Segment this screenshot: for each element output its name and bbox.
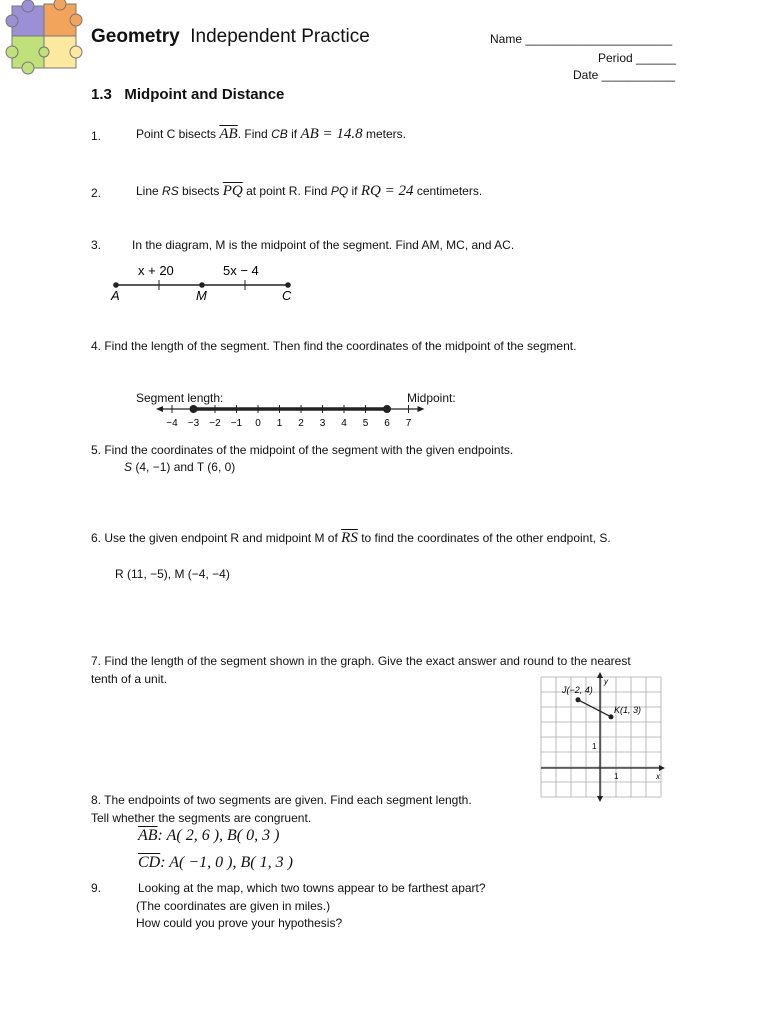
period-field[interactable]: Period ______ [598, 51, 677, 65]
q4-number-line [150, 400, 410, 430]
q4-tick-label: −4 [166, 418, 178, 429]
q4-tick-label: 5 [362, 418, 369, 429]
date-field[interactable]: Date ___________ [573, 68, 676, 82]
q4-tick-label: 7 [405, 418, 412, 429]
q7-y-arrow-down [597, 796, 603, 802]
q4-tick-label: 4 [341, 418, 347, 429]
q1-equation: AB = 14.8 [300, 126, 363, 142]
q3-point-c [285, 282, 291, 288]
q9-line1: Looking at the map, which two towns appear to be farthest apart? [138, 881, 486, 895]
q7-tick-y: 1 [592, 741, 597, 751]
q1-number: 1. [91, 129, 102, 143]
q4-tick-label: 3 [319, 418, 326, 429]
q3-segment-diagram [108, 262, 308, 307]
q7-line2: tenth of a unit. [91, 672, 168, 686]
q3-expr-right: 5x − 4 [223, 263, 259, 278]
q8-segment-ab: $\overline{AB}$ [138, 827, 158, 844]
q3-text: In the diagram, M is the midpoint of the segment. Find AM, MC, and AC. [132, 238, 515, 252]
q2-text-a: Line [136, 184, 159, 198]
q4-segment-length-label: Segment length: [136, 391, 224, 405]
title-subject: Geometry [91, 26, 180, 47]
q4-tick-label: 1 [276, 418, 283, 429]
q3-number: 3. [91, 238, 102, 252]
q8-ab-row [138, 827, 279, 845]
q8-line2: Tell whether the segments are congruent. [91, 811, 312, 825]
q6-given: R (11, −5), M (−4, −4) [115, 567, 230, 581]
name-field[interactable]: Name ______________________ [490, 32, 673, 46]
q2-equation: RQ = 24 [360, 183, 414, 199]
q2-pq: PQ [330, 184, 349, 198]
q7-tick-x: 1 [614, 772, 619, 781]
q4-tick-label: −1 [230, 418, 243, 429]
q5-point-s: S [124, 460, 133, 474]
q2-text [136, 183, 482, 200]
q1-text [136, 126, 406, 143]
q2-rs: RS [162, 184, 179, 198]
q9-number: 9. [91, 881, 102, 895]
worksheet-title [91, 26, 370, 48]
section-title: Midpoint and Distance [124, 86, 285, 103]
q3-label-c: C [282, 288, 292, 303]
q6-text-b: to find the coordinates of the other endpoint, S. [361, 531, 611, 545]
q6-segment-rs: $\overline{RS}$ [341, 530, 358, 546]
q3-point-a [113, 282, 119, 288]
q7-point-k [609, 714, 614, 719]
q7-coordinate-graph [540, 676, 662, 800]
q6-text [91, 530, 611, 547]
q9-line2: (The coordinates are given in miles.) [136, 899, 331, 913]
title-rest: Independent Practice [190, 26, 370, 47]
q8-cd-row [138, 854, 293, 872]
q8-ab-points: : A( 2, 6 ), B( 0, 3 ) [157, 827, 280, 844]
q2-number: 2. [91, 186, 102, 200]
q4-tick-label: 2 [298, 418, 304, 429]
q4-text: 4. Find the length of the segment. Then find the coordinates of the midpoint of the segment. [91, 339, 577, 353]
q7-label-j: J(−2, 4) [562, 684, 593, 695]
q3-expr-left: x + 20 [138, 263, 174, 278]
q4-arrow-right [418, 406, 425, 412]
q4-tick-label: 0 [255, 418, 261, 429]
q4-endpoint-right [383, 405, 391, 413]
q1-cb: CB [271, 127, 288, 141]
puzzle-logo [2, 0, 92, 80]
section-heading [91, 86, 284, 103]
q7-segment-jk [578, 700, 611, 717]
q3-label-m: M [196, 288, 207, 303]
q1-text-b: . Find [237, 127, 268, 141]
q4-tick-label: −3 [187, 418, 200, 429]
q9-line3: How could you prove your hypothesis? [136, 916, 343, 930]
q3-label-a: A [111, 288, 120, 303]
q1-if: if [291, 127, 298, 141]
q4-endpoint-left [190, 405, 198, 413]
q4-arrow-left [156, 406, 163, 412]
q1-segment-ab: $\overline{AB}$ [219, 126, 238, 142]
q2-text-b: bisects [182, 184, 220, 198]
q7-axis-x-label: x [656, 772, 660, 781]
q7-point-j [576, 697, 581, 702]
section-number: 1.3 [91, 86, 112, 103]
q2-text-c: at point R. Find [246, 184, 328, 198]
q5-text: 5. Find the coordinates of the midpoint of the segment with the given endpoints. [91, 443, 514, 457]
q4-midpoint-label: Midpoint: [407, 391, 456, 405]
q5-given-rest: (4, −1) and T (6, 0) [135, 460, 236, 474]
q7-line1: 7. Find the length of the segment shown in the graph. Give the exact answer and round to the nearest [91, 654, 631, 668]
q4-tick-label: −2 [209, 418, 221, 429]
q7-y-arrow [597, 672, 603, 678]
q2-if: if [351, 184, 358, 198]
q1-units: meters. [365, 127, 406, 141]
q7-axis-y-label: y [604, 677, 608, 686]
q6-text-a: 6. Use the given endpoint R and midpoint M of [91, 531, 338, 545]
q2-segment-pq: $\overline{PQ}$ [222, 183, 243, 199]
q8-cd-points: : A( −1, 0 ), B( 1, 3 ) [160, 854, 293, 871]
q7-label-k: K(1, 3) [614, 704, 642, 715]
q8-line1: 8. The endpoints of two segments are given. Find each segment length. [91, 793, 472, 807]
q1-text-a: Point C bisects [136, 127, 217, 141]
q4-tick-label: 6 [384, 418, 390, 429]
q2-units: centimeters. [416, 184, 483, 198]
q8-segment-cd: $\overline{CD}$ [138, 854, 161, 871]
q3-point-m [199, 282, 205, 288]
q7-x-arrow [659, 765, 665, 771]
q5-given [124, 460, 235, 474]
